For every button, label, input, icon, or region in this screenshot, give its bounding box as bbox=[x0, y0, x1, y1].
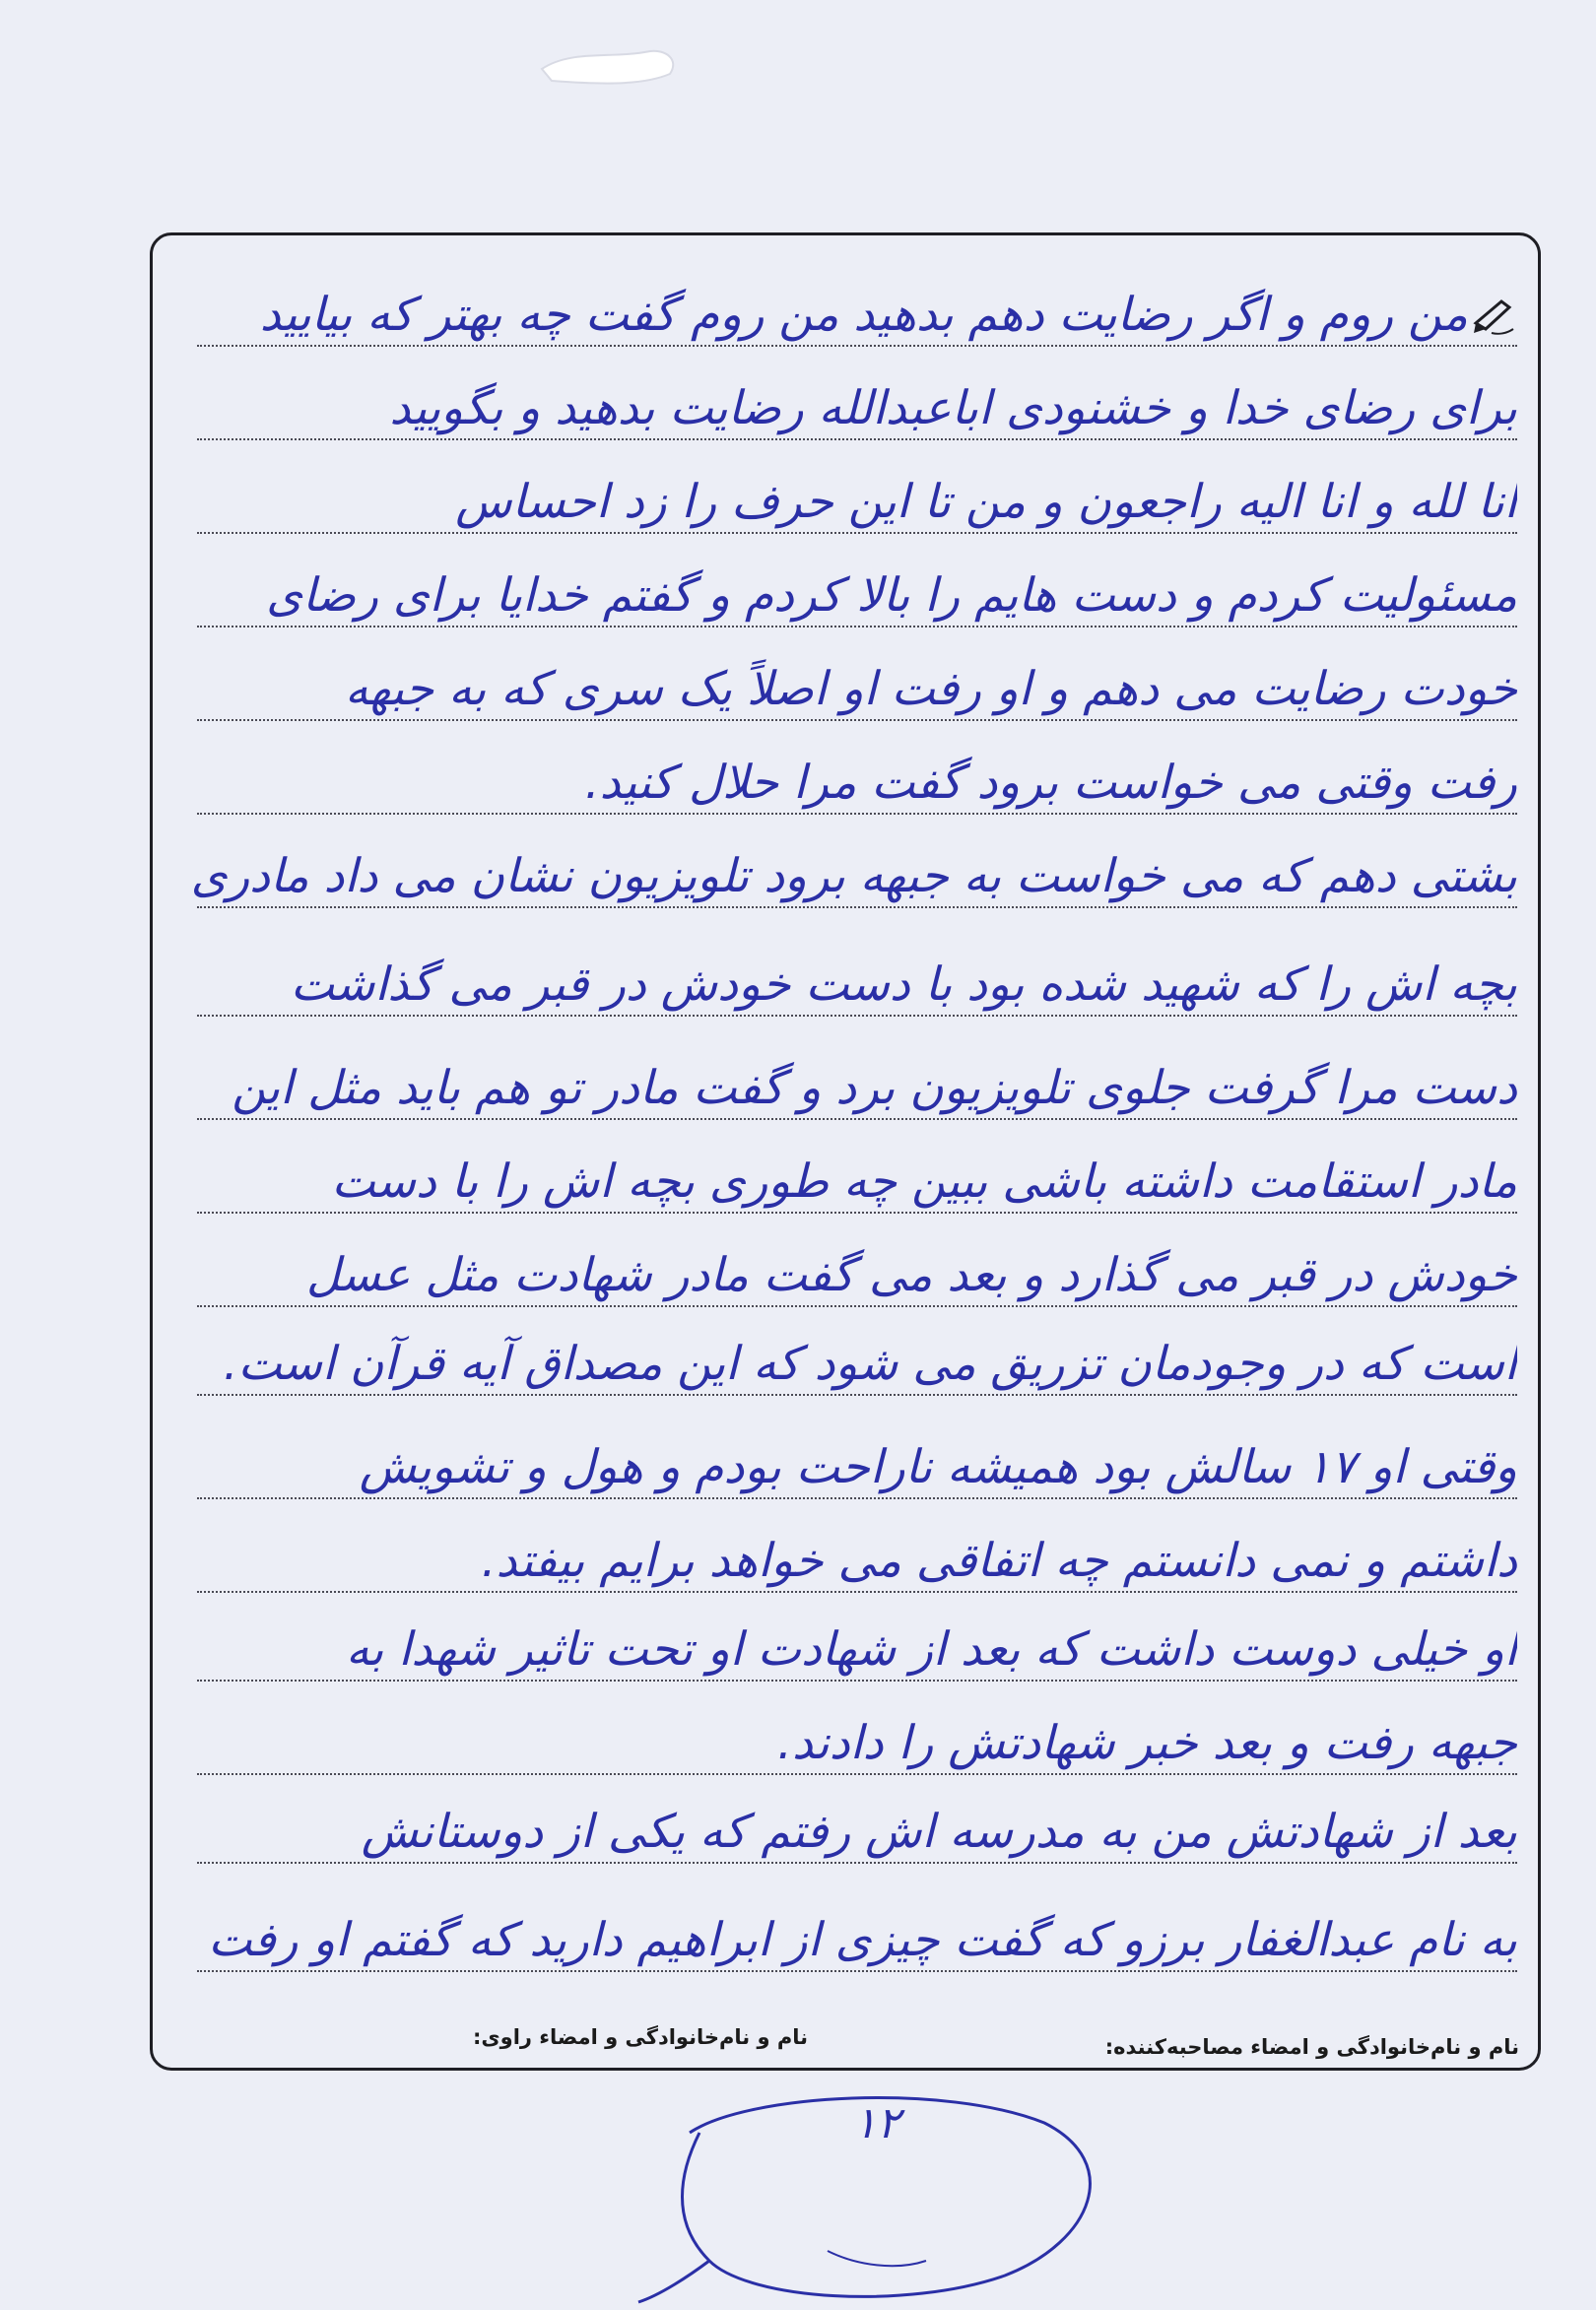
handwritten-line: جبهه رفت و بعد خبر شهادتش را دادند. bbox=[777, 1716, 1517, 1770]
handwritten-line: خودت رضایت می دهم و او رفت او اصلاً یک سری که به جبهه bbox=[345, 662, 1517, 716]
handwritten-line: خودش در قبر می گذارد و بعد می گفت مادر شهادت مثل عسل bbox=[305, 1248, 1517, 1302]
handwritten-line: است که در وجودمان تزریق می شود که این مصداق آیه قرآن است. bbox=[223, 1337, 1517, 1391]
handwritten-line: برای رضای خدا و خشنودی اباعبدالله رضایت بدهید و بگویید bbox=[389, 381, 1517, 435]
handwritten-line: دست مرا گرفت جلوی تلویزیون برد و گفت مادر تو هم باید مثل این bbox=[232, 1061, 1517, 1115]
handwritten-line: رفت وقتی می خواست برود گفت مرا حلال کنید. bbox=[584, 756, 1517, 810]
pen-icon bbox=[1472, 294, 1515, 337]
stamp-mark bbox=[532, 30, 690, 91]
handwritten-line: مادر استقامت داشته باشی ببین چه طوری بچه اش را با دست bbox=[331, 1155, 1517, 1209]
handwritten-line: وقتی او ۱۷ سالش بود همیشه ناراحت بودم و هول و تشویش bbox=[359, 1440, 1517, 1494]
handwritten-line: مسئولیت کردم و دست هایم را بالا کردم و گفتم خدایا برای رضای bbox=[266, 568, 1517, 623]
handwritten-line: انا لله و انا الیه راجعون و من تا این حرف را زد احساس bbox=[455, 475, 1517, 529]
handwritten-line: او خیلی دوست داشت که بعد از شهادت او تحت تاثیر شهدا به bbox=[346, 1622, 1517, 1677]
handwritten-line: بچه اش را که شهید شده بود با دست خودش در قبر می گذاشت bbox=[290, 957, 1517, 1012]
handwritten-line: به نام عبدالغفار برزو که گفت چیزی از ابراهیم دارید که گفتم او رفت bbox=[208, 1913, 1517, 1967]
handwritten-line: بعد از شهادتش من به مدرسه اش رفتم که یکی از دوستانش bbox=[361, 1805, 1517, 1859]
handwritten-line: من روم و اگر رضایت دهم بدهید من روم گفت چه بهتر که بیایید bbox=[259, 288, 1468, 342]
page-number: ۱۲ bbox=[853, 2098, 900, 2148]
handwritten-line: بشتی دهم که می خواست به جبهه برود تلویزیون نشان می داد مادری bbox=[190, 849, 1517, 903]
handwritten-line: داشتم و نمی دانستم چه اتفاقی می خواهد برایم بیفتد. bbox=[481, 1534, 1517, 1588]
interviewer-signature-label: نام و نام‌خانوادگی و امضاء مصاحبه‌کننده: bbox=[1104, 2035, 1519, 2059]
narrator-signature-label: نام و نام‌خانوادگی و امضاء راوی: bbox=[473, 2025, 808, 2049]
